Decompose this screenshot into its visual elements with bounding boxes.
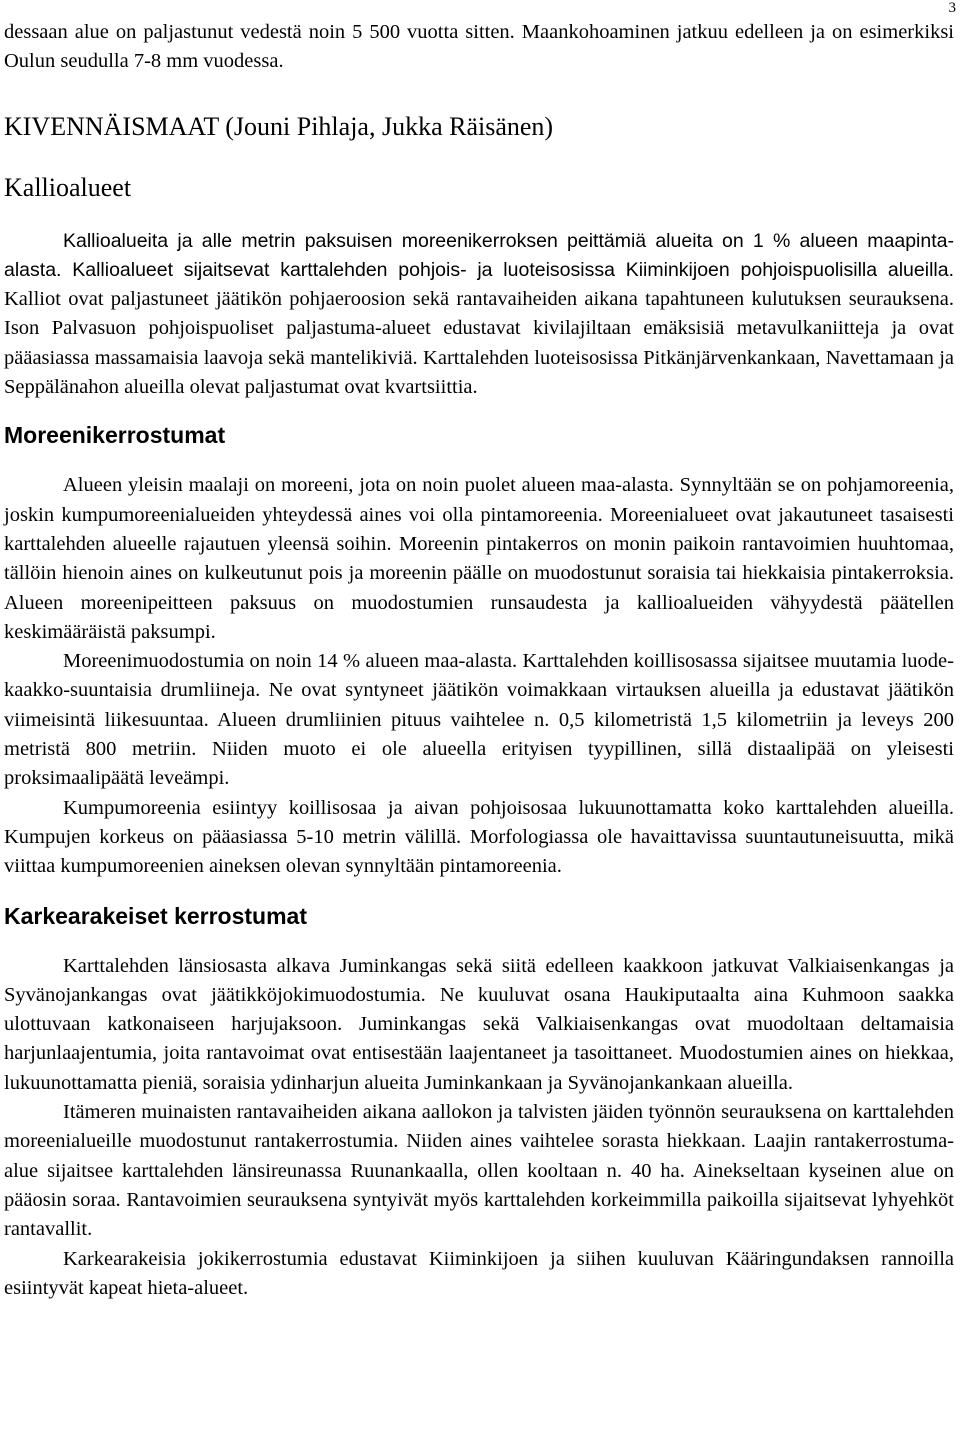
page-number: 3	[948, 0, 956, 16]
paragraph-kallioalueet-serif: Kalliot ovat paljastuneet jäätikön pohjaeroosion sekä rantavaiheiden aikana tapahtuneen kulutuksen seurauksena. Ison Palvasuon pohjoispuoliset paljastuma-alueet edustavat kivilajiltaan emäksisiä metavulkaniitteja ja ovat pääasiassa massamaisia laavoja sekä mantelikiviä. Karttalehden luoteisosissa Pitkänjärvenkankaan, Navettamaan ja Seppälänahon alueilla olevat paljastumat ovat kvartsiittia.	[4, 288, 954, 399]
paragraph-moreeni-3: Kumpumoreenia esiintyy koillisosaa ja aivan pohjoisosaa lukuunottamatta koko karttalehden alueilla. Kumpujen korkeus on pääasiassa 5-10 metrin välillä. Morfologiassa ole havaittavissa suuntautuneisuutta, mikä viittaa kumpumoreenien aineksen olevan synnyltään pintamoreenia.	[4, 796, 954, 878]
document-page	[4, 18, 954, 1303]
section-title-kivennaismaat: KIVENNÄISMAAT (Jouni Pihlaja, Jukka Räisänen)	[4, 111, 554, 141]
paragraph-karkea-1: Karttalehden länsiosasta alkava Juminkangas sekä siitä edelleen kaakkoon jatkuvat Valkiaisenkangas ja Syvänojankangas ovat jäätikköjokimuodostumia. Ne kuuluvat osana Haukiputaalta aina Kuhmoon saakka ulottuvaan katkonaiseen harjujaksoon. Juminkangas sekä Valkiaisenkangas ovat muodoltaan deltamaisia harjunlaajentumia, joita rantavoimat ovat entisestään laajentaneet ja tasoittaneet. Muodostumien aines on hiekkaa, lukuunottamatta pieniä, soraisia ydinharjun alueita Juminkankaan ja Syvänojankankaan alueilla.	[4, 954, 954, 1094]
paragraph-moreeni-2: Moreenimuodostumia on noin 14 % alueen maa-alasta. Karttalehden koillisosassa sijaitsee muutamia luode-kaakko-suuntaisia drumliineja. Ne ovat syntyneet jäätikön voimakkaan virtauksen alueilla ja edustavat jäätikön viimeisintä liikesuuntaa. Alueen drumliinien pituus vaihtelee n. 0,5 kilometristä 1,5 kilometriin ja leveys 200 metristä 800 metriin. Niiden muoto ei ole alueella erityisen tyypillinen, sillä distaalipää on yleisesti proksimaalipäätä leveämpi.	[4, 650, 954, 790]
intro-paragraph: dessaan alue on paljastunut vedestä noin 5 500 vuotta sitten. Maankohoaminen jatkuu edelleen ja on esimerkiksi Oulun seudulla 7-8 mm vuodessa.	[4, 21, 954, 73]
paragraph-kallioalueet	[4, 227, 954, 403]
paragraph-moreeni-1: Alueen yleisin maalaji on moreeni, jota on noin puolet alueen maa-alasta. Synnyltään se on pohjamoreenia, joskin kumpumoreenialueiden yhteydessä aines voi olla pintamoreenia. Moreenialueet ovat jakautuneet tasaisesti karttalehden alueelle rajautuen yleensä soihin. Moreenin pintakerros on monin paikoin rantavoimien huuhtomaa, tällöin hienoin aines on kulkeutunut pois ja moreenin päälle on muodostunut soraisia tai hiekkaisia pintakerroksia. Alueen moreenipeitteen paksuus on muodostumien runsaudesta ja kallioalueiden vähyydestä päätellen keskimääräistä paksumpi.	[4, 474, 954, 643]
heading-moreenikerrostumat: Moreenikerrostumat	[4, 422, 226, 449]
paragraph-karkea-2: Itämeren muinaisten rantavaiheiden aikana aallokon ja talvisten jäiden työnnön seurauksena on karttalehden moreenialueille muodostunut rantakerrostumia. Niiden aines vaihtelee sorasta hiekkaan. Laajin rantakerrostuma- alue sijaitsee karttalehden länsireunassa Ruunankaalla, ollen kooltaan n. 40 ha. Ainekseltaan kyseinen alue on pääosin soraa. Rantavoimien seurauksena syntyivät myös karttalehden korkeimmilla paikoilla sijaitsevat lyhyehköt rantavallit.	[4, 1101, 954, 1241]
heading-karkearakeiset: Karkearakeiset kerrostumat	[4, 902, 308, 929]
paragraph-kallioalueet-sans: Kallioalueita ja alle metrin paksuisen moreenikerroksen peittämiä alueita on 1 % alueen maapinta-alasta. Kallioalueet sijaitsevat karttalehden pohjois- ja luoteisosissa Kiiminkijoen pohjoispuolisilla alueilla.	[4, 229, 954, 281]
paragraph-karkea-3: Karkearakeisia jokikerrostumia edustavat Kiiminkijoen ja siihen kuuluvan Kääringundaksen rannoilla esiintyvät kapeat hieta-alueet.	[4, 1247, 954, 1299]
heading-kallioalueet: Kallioalueet	[4, 172, 132, 202]
